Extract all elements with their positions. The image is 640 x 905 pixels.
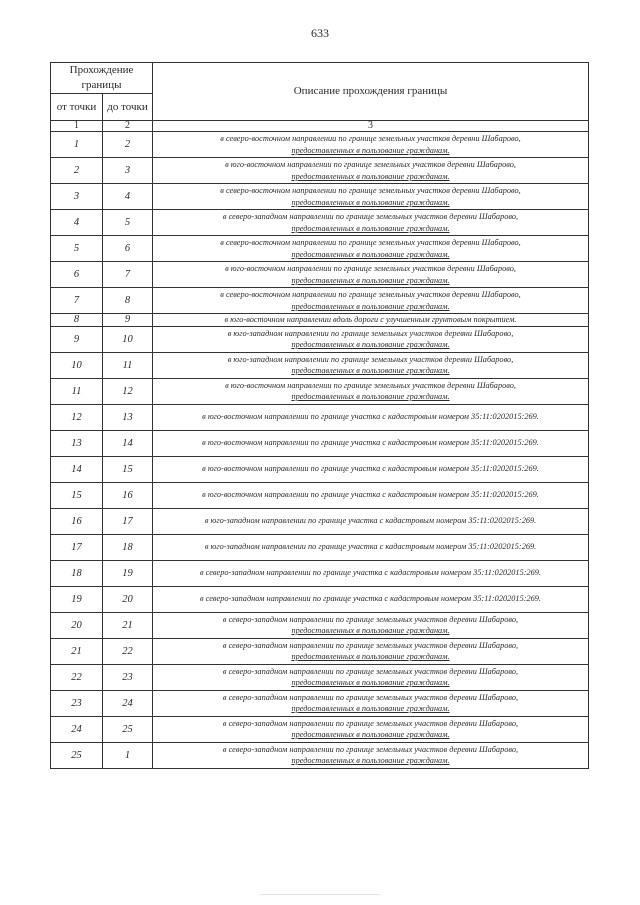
from-point-cell: 25	[51, 742, 103, 768]
from-point-cell: 5	[51, 236, 103, 262]
description-line: в северо-восточном направлении по границе земельных участков деревни Шабарово,	[220, 290, 521, 299]
description-line: предоставленных в пользование гражданам.	[291, 171, 450, 181]
description-cell	[153, 132, 589, 158]
table-row	[51, 236, 589, 262]
to-point-cell: 19	[103, 560, 153, 586]
to-point-cell: 21	[103, 612, 153, 638]
description-line: в северо-восточном направлении по границе земельных участков деревни Шабарово,	[220, 238, 521, 247]
to-point-cell: 14	[103, 430, 153, 456]
from-point-cell: 8	[51, 314, 103, 327]
to-point-header: до точки	[103, 94, 153, 121]
from-point-cell: 2	[51, 158, 103, 184]
from-point-cell: 19	[51, 586, 103, 612]
description-cell	[153, 456, 589, 482]
description-line: предоставленных в пользование гражданам.	[291, 678, 450, 687]
description-line: предоставленных в пользование гражданам.	[291, 626, 450, 635]
description-cell	[153, 586, 589, 612]
to-point-cell: 4	[103, 184, 153, 210]
description-line: в северо-западном направлении по границе земельных участков деревни Шабарово,	[222, 614, 519, 624]
table-row	[51, 482, 589, 508]
description-cell	[153, 184, 589, 210]
to-point-cell: 24	[103, 690, 153, 716]
table-row	[51, 586, 589, 612]
description-line: в северо-западном направлении по границе участка с кадастровым номером 35:11:0202015:269.	[200, 594, 542, 604]
description-cell	[153, 716, 589, 742]
from-point-cell: 1	[51, 132, 103, 158]
to-point-cell: 8	[103, 288, 153, 314]
table-row	[51, 158, 589, 184]
table-row	[51, 742, 589, 768]
from-point-cell: 7	[51, 288, 103, 314]
description-cell	[153, 326, 589, 352]
from-point-cell: 16	[51, 508, 103, 534]
table-row	[51, 404, 589, 430]
to-point-cell: 23	[103, 664, 153, 690]
from-point-cell: 13	[51, 430, 103, 456]
to-point-cell: 2	[103, 132, 153, 158]
description-cell	[153, 742, 589, 768]
description-line: предоставленных в пользование гражданам.	[291, 249, 450, 259]
table-row	[51, 560, 589, 586]
passage-header: Прохождение границы	[51, 63, 153, 94]
description-cell	[153, 612, 589, 638]
from-point-cell: 3	[51, 184, 103, 210]
description-cell	[153, 288, 589, 314]
description-line: в юго-западном направлении по границе участка с кадастровым номером 35:11:0202015:269.	[204, 542, 537, 552]
description-line: предоставленных в пользование гражданам.	[291, 366, 450, 375]
column-number: 1	[51, 121, 103, 132]
description-line: в северо-восточном направлении по границе земельных участков деревни Шабарово,	[220, 134, 521, 143]
description-line: предоставленных в пользование гражданам.	[291, 392, 450, 401]
description-cell	[153, 262, 589, 288]
from-point-cell: 10	[51, 352, 103, 378]
description-line: в юго-восточном направлении по границе земельных участков деревни Шабарово,	[225, 264, 516, 273]
to-point-cell: 11	[103, 352, 153, 378]
to-point-cell: 13	[103, 404, 153, 430]
description-cell	[153, 508, 589, 534]
from-point-cell: 11	[51, 378, 103, 404]
description-cell	[153, 482, 589, 508]
description-line: в юго-восточном направлении по границе участка с кадастровым номером 35:11:0202015:269.	[202, 490, 539, 500]
description-cell	[153, 352, 589, 378]
table-row	[51, 314, 589, 327]
description-line: в юго-восточном направлении по границе земельных участков деревни Шабарово,	[225, 160, 516, 169]
description-line: в северо-западном направлении по границе земельных участков деревни Шабарово,	[222, 744, 519, 754]
description-line: в юго-западном направлении по границе земельных участков деревни Шабарово,	[227, 328, 514, 338]
table-row	[51, 326, 589, 352]
description-line: предоставленных в пользование гражданам.	[291, 704, 450, 713]
from-point-cell: 20	[51, 612, 103, 638]
to-point-cell: 6	[103, 236, 153, 262]
description-cell	[153, 638, 589, 664]
from-point-cell: 15	[51, 482, 103, 508]
from-point-cell: 23	[51, 690, 103, 716]
description-line: в северо-западном направлении по границе участка с кадастровым номером 35:11:0202015:269.	[200, 568, 542, 578]
description-header: Описание прохождения границы	[153, 63, 589, 121]
to-point-cell: 7	[103, 262, 153, 288]
column-number-row	[51, 121, 589, 132]
description-line: предоставленных в пользование гражданам.	[291, 340, 450, 349]
description-cell	[153, 158, 589, 184]
description-line: предоставленных в пользование гражданам.	[291, 301, 450, 311]
description-cell	[153, 236, 589, 262]
description-line: предоставленных в пользование гражданам.	[291, 275, 450, 285]
description-cell	[153, 314, 589, 327]
from-point-cell: 14	[51, 456, 103, 482]
table-body	[51, 132, 589, 769]
to-point-cell: 12	[103, 378, 153, 404]
description-line: в северо-западном направлении по границе земельных участков деревни Шабарово,	[222, 212, 519, 221]
table-row	[51, 534, 589, 560]
description-cell	[153, 560, 589, 586]
description-line: предоставленных в пользование гражданам.	[291, 197, 450, 207]
table-header	[51, 63, 589, 132]
to-point-cell: 10	[103, 326, 153, 352]
table-row	[51, 288, 589, 314]
table-row	[51, 612, 589, 638]
description-line: предоставленных в пользование гражданам.	[291, 223, 450, 233]
to-point-cell: 22	[103, 638, 153, 664]
description-cell	[153, 378, 589, 404]
description-line: в северо-западном направлении по границе земельных участков деревни Шабарово,	[222, 640, 519, 650]
to-point-cell: 15	[103, 456, 153, 482]
from-point-cell: 4	[51, 210, 103, 236]
from-point-cell: 6	[51, 262, 103, 288]
to-point-cell: 25	[103, 716, 153, 742]
to-point-cell: 18	[103, 534, 153, 560]
description-line: в юго-западном направлении по границе участка с кадастровым номером 35:11:0202015:269.	[204, 516, 537, 526]
table-row	[51, 352, 589, 378]
description-line: предоставленных в пользование гражданам.	[291, 730, 450, 739]
to-point-cell: 1	[103, 742, 153, 768]
table-row	[51, 508, 589, 534]
from-point-cell: 17	[51, 534, 103, 560]
table-row	[51, 132, 589, 158]
description-line: предоставленных в пользование гражданам.	[291, 756, 450, 765]
table-row	[51, 184, 589, 210]
table-row	[51, 638, 589, 664]
description-cell	[153, 664, 589, 690]
page-number: 633	[311, 26, 329, 40]
column-number: 2	[103, 121, 153, 132]
description-line: в северо-восточном направлении по границе земельных участков деревни Шабарово,	[220, 186, 521, 195]
from-point-header: от точки	[51, 94, 103, 121]
from-point-cell: 21	[51, 638, 103, 664]
to-point-cell: 9	[103, 314, 153, 327]
description-cell	[153, 690, 589, 716]
to-point-cell: 17	[103, 508, 153, 534]
boundary-table	[50, 62, 589, 769]
description-line: в юго-восточном направлении по границе земельных участков деревни Шабарово,	[225, 380, 516, 390]
table-row	[51, 430, 589, 456]
description-cell	[153, 534, 589, 560]
description-line: в северо-западном направлении по границе земельных участков деревни Шабарово,	[222, 692, 519, 702]
from-point-cell: 22	[51, 664, 103, 690]
description-line: предоставленных в пользование гражданам.	[291, 145, 450, 155]
from-point-cell: 9	[51, 326, 103, 352]
description-line: в юго-восточном направлении по границе участка с кадастровым номером 35:11:0202015:269.	[202, 438, 539, 448]
table-row	[51, 262, 589, 288]
description-line: в северо-западном направлении по границе земельных участков деревни Шабарово,	[222, 666, 519, 676]
to-point-cell: 5	[103, 210, 153, 236]
description-line: в северо-западном направлении по границе земельных участков деревни Шабарово,	[222, 718, 519, 728]
description-cell	[153, 404, 589, 430]
table-row	[51, 664, 589, 690]
description-line: в юго-восточном направлении по границе участка с кадастровым номером 35:11:0202015:269.	[202, 412, 539, 422]
to-point-cell: 20	[103, 586, 153, 612]
from-point-cell: 12	[51, 404, 103, 430]
description-cell	[153, 210, 589, 236]
table-row	[51, 378, 589, 404]
table-row	[51, 690, 589, 716]
description-line: в юго-западном направлении по границе земельных участков деревни Шабарово,	[227, 354, 514, 364]
from-point-cell: 24	[51, 716, 103, 742]
description-line: в юго-восточном направлении по границе участка с кадастровым номером 35:11:0202015:269.	[202, 464, 539, 474]
table-row	[51, 210, 589, 236]
footer-line	[260, 894, 380, 895]
description-line: предоставленных в пользование гражданам.	[291, 652, 450, 661]
from-point-cell: 18	[51, 560, 103, 586]
to-point-cell: 3	[103, 158, 153, 184]
description-line: в юго-восточном направлении вдоль дороги с улучшенным грунтовым покрытием.	[224, 315, 517, 324]
column-number: 3	[153, 121, 589, 132]
table-row	[51, 456, 589, 482]
table-row	[51, 716, 589, 742]
to-point-cell: 16	[103, 482, 153, 508]
description-cell	[153, 430, 589, 456]
